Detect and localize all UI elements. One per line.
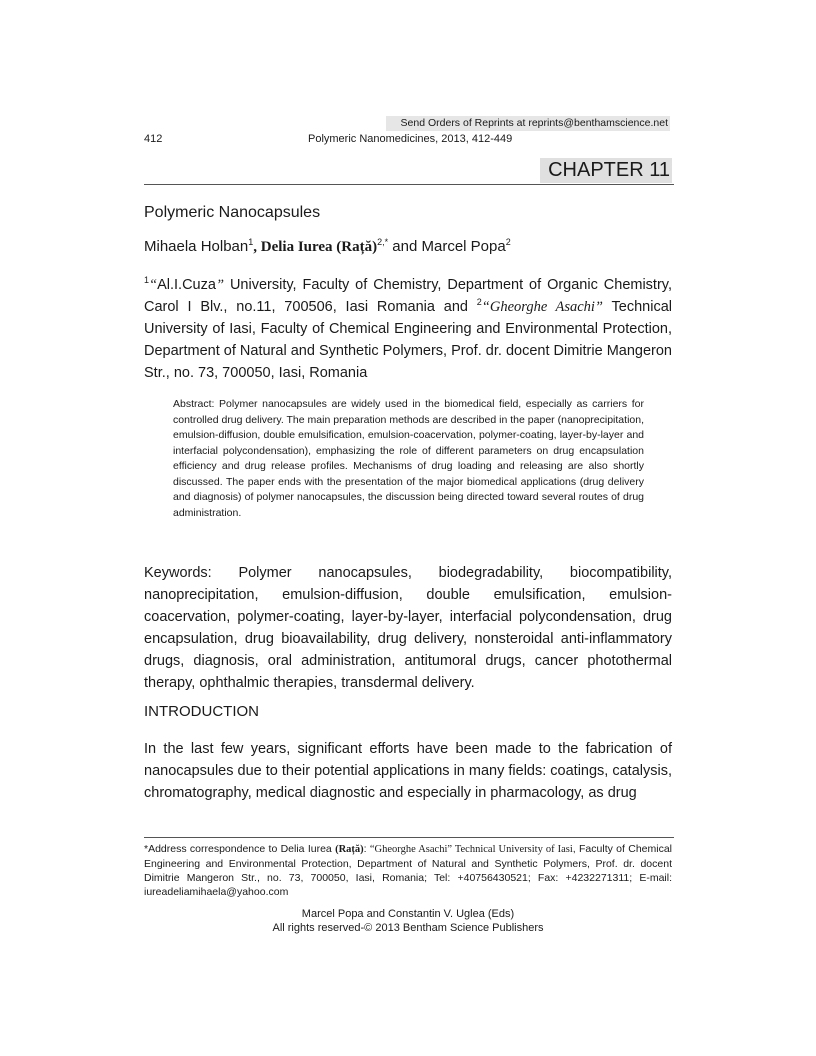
footnote-institution: “Gheorghe Asachi” Technical University of Iasi bbox=[369, 844, 573, 855]
abstract bbox=[173, 397, 644, 521]
correspondence-footnote bbox=[144, 842, 672, 899]
affiliation-text: Technical University of Iasi, Faculty of Chemical Engineering and Environmental Protection, Department of Natural and Synthetic Polymers, Prof. dr. docent Dimitrie Mangeron Str., no. 73, 700050, Iasi, Romania bbox=[144, 299, 673, 381]
author-affil-sup: 2,* bbox=[377, 237, 389, 247]
page-number: 412 bbox=[144, 133, 163, 145]
keywords-label: Keywords: bbox=[144, 565, 212, 581]
author-name: Mihaela Holban bbox=[144, 238, 249, 255]
affiliations bbox=[144, 274, 672, 384]
author-name: , Delia Iurea (Rață) bbox=[253, 239, 378, 255]
footnote-colon: : bbox=[363, 843, 370, 855]
publisher-footer bbox=[144, 907, 672, 935]
keywords bbox=[144, 562, 672, 694]
reprints-notice: Send Orders of Reprints at reprints@benthamscience.net bbox=[386, 116, 670, 131]
rights-line: All rights reserved-© 2013 Bentham Science Publishers bbox=[272, 922, 544, 934]
affil-sup: 2 bbox=[476, 297, 482, 308]
body-paragraph: In the last few years, significant efforts have been made to the fabrication of nanocapsules due to their potential applications in many fields: coatings, catalysis, chromatography, medical diagnostic and especially in pharmacology, as drug bbox=[144, 741, 672, 801]
institution-name: “Gheorghe Asachi” bbox=[481, 299, 603, 315]
abstract-label: Abstract: bbox=[173, 398, 215, 410]
affiliation-text: University, Faculty of Chemistry, Department of Organic Chemistry, Carol I Blv., no.11, 700506, Iasi Romania and bbox=[144, 277, 672, 315]
footnote-text: , Faculty of Chemical Engineering and Environmental Protection, Department of Natural and Synthetic Polymers, Prof. dr. docent Dimitrie Mangeron Str., no. 73, 700050, Iasi, Romania; Tel: +40756430521; Fax: +4232271311; E-mail: iureadeliamihaela@yahoo.com bbox=[144, 843, 673, 898]
chapter-label: CHAPTER 11 bbox=[540, 158, 672, 183]
header-rule bbox=[144, 184, 674, 185]
author-name: and Marcel Popa bbox=[388, 238, 506, 255]
author-affil-sup: 1 bbox=[248, 237, 254, 247]
keywords-text: Polymer nanocapsules, biodegradability, biocompatibility, nanoprecipitation, emulsion-diffusion, double emulsification, emulsion-coacervation, polymer-coating, layer-by-layer, interfacial polycondensation, drug encapsulation, drug bioavailability, drug delivery, nonsteroidal anti-inflammatory drugs, diagnosis, oral administration, antitumoral drugs, cancer photothermal therapy, ophthalmic therapies, transdermal delivery. bbox=[144, 565, 672, 691]
footnote-prefix: *Address correspondence to Delia Iurea bbox=[144, 843, 336, 855]
institution-name: Al.I.Cuza bbox=[157, 277, 216, 293]
author-affil-sup: 2 bbox=[505, 237, 511, 247]
section-heading: INTRODUCTION bbox=[144, 703, 259, 720]
footnote-name: (Rață) bbox=[335, 844, 364, 855]
journal-citation: Polymeric Nanomedicines, 2013, 412-449 bbox=[308, 133, 513, 145]
footnote-rule bbox=[144, 837, 674, 838]
quote-close: ” bbox=[215, 277, 225, 293]
abstract-text: Polymer nanocapsules are widely used in the biomedical field, especially as carriers for controlled drug delivery. The main preparation methods are described in the paper (nanoprecipitation, emulsion-diffusion, double emulsification, emulsion-coacervation, polymer-coating, layer-by-layer and interfacial polycondensation), emphasizing the role of different parameters on drug encapsulation efficiency and drug release profiles. Mechanisms of drug loading and releasing are also shortly discussed. The paper ends with the presentation of the major biomedical applications (drug delivery and diagnosis) of polymer nanocapsules, the discussion being directed toward several routes of drug administration. bbox=[173, 398, 644, 519]
quote-open: “ bbox=[149, 277, 158, 293]
chapter-title: Polymeric Nanocapsules bbox=[144, 204, 321, 221]
affil-sup: 1 bbox=[144, 275, 150, 286]
editors-line: Marcel Popa and Constantin V. Uglea (Eds) bbox=[301, 908, 515, 920]
author-line bbox=[144, 238, 511, 256]
